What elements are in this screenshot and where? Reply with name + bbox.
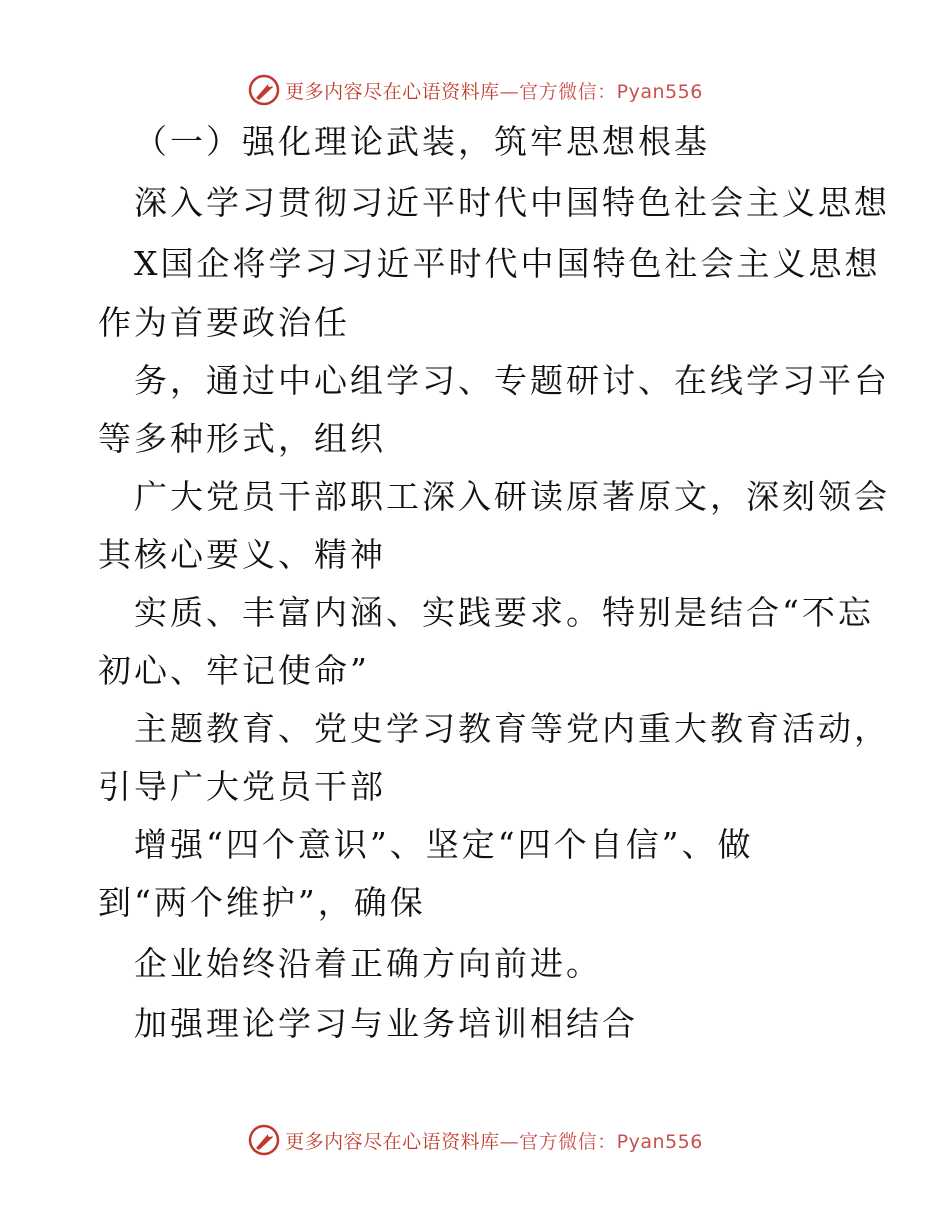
paragraph-line: 作为首要政治任	[98, 303, 350, 342]
header-banner	[0, 70, 950, 110]
paragraph-line: 企业始终沿着正确方向前进。	[134, 944, 602, 983]
banner-wechat-text: 官方微信：Pyan556	[519, 1130, 703, 1153]
banner-wechat-text: 官方微信：Pyan556	[519, 80, 703, 103]
banner-dash: —	[499, 80, 520, 103]
paragraph-line: 广大党员干部职工深入研读原著原文，深刻领会	[134, 477, 890, 516]
section-heading: （一）强化理论武装，筑牢思想根基	[134, 122, 710, 161]
footer-banner	[0, 1120, 950, 1160]
paragraph-line: 增强“四个意识”、坚定“四个自信”、做	[134, 825, 754, 864]
paragraph-line: 引导广大党员干部	[98, 767, 386, 806]
paragraph-line: 实质、丰富内涵、实践要求。特别是结合“不忘	[134, 593, 874, 632]
paragraph-line: 主题教育、党史学习教育等党内重大教育活动，	[134, 709, 890, 748]
pen-logo-icon	[247, 73, 281, 107]
paragraph-line: 务，通过中心组学习、专题研讨、在线学习平台	[134, 361, 890, 400]
paragraph-line: 等多种形式，组织	[98, 419, 386, 458]
banner-brand-text: 更多内容尽在心语资料库	[285, 1130, 500, 1153]
banner-brand-text: 更多内容尽在心语资料库	[285, 80, 500, 103]
paragraph-line: X国企将学习习近平时代中国特色社会主义思想	[134, 244, 881, 283]
pen-logo-icon	[247, 1123, 281, 1157]
paragraph-line: 其核心要义、精神	[98, 535, 386, 574]
paragraph-line: 到“两个维护”，确保	[98, 883, 426, 922]
paragraph-line: 深入学习贯彻习近平时代中国特色社会主义思想	[134, 183, 890, 222]
banner-dash: —	[499, 1130, 520, 1153]
paragraph-line: 初心、牢记使命”	[98, 651, 370, 690]
paragraph-line: 加强理论学习与业务培训相结合	[134, 1004, 638, 1043]
